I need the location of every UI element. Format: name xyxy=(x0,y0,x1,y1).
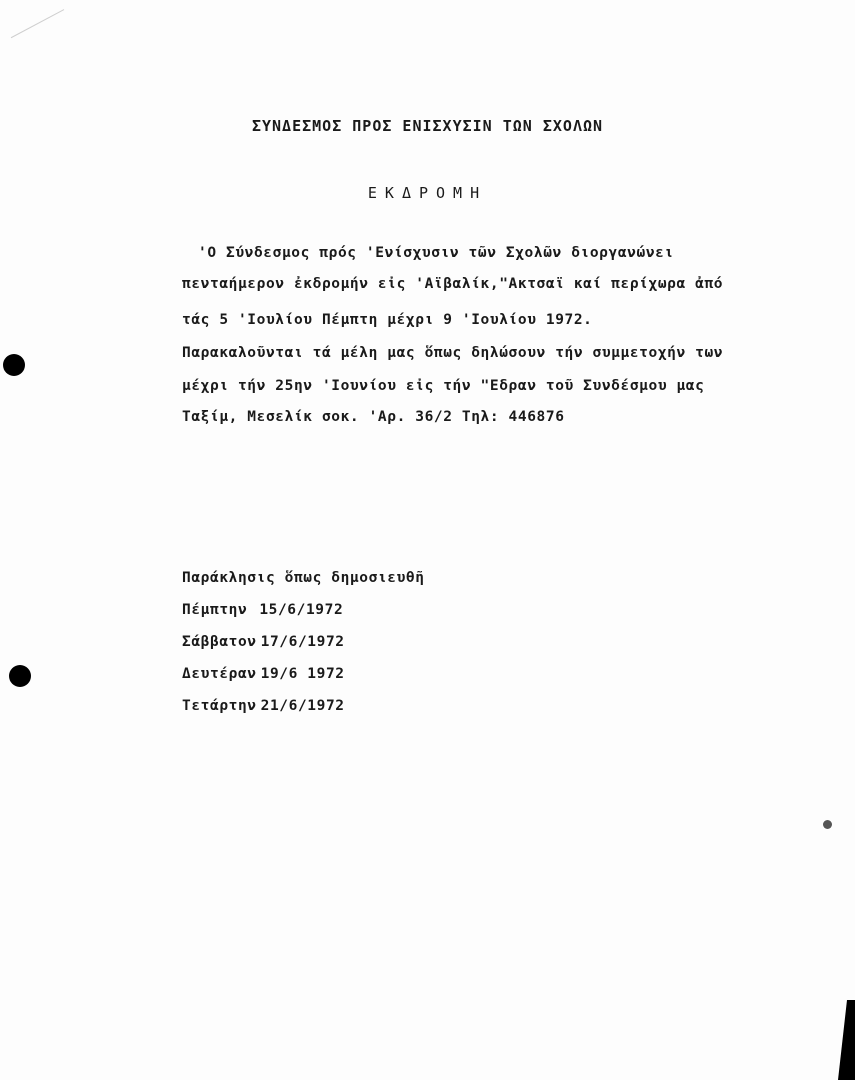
punch-hole xyxy=(3,354,25,376)
publication-date: 19/6 1972 xyxy=(260,666,345,682)
publication-date-row xyxy=(182,666,345,682)
publication-day: Πέμπτην xyxy=(182,602,248,618)
publication-day: Τετάρτην xyxy=(182,698,257,714)
body-line: μέχρι τήν 25ην 'Ιουνίου εἰς τήν "Εδραν τοῦ Συνδέσμου μας xyxy=(182,378,705,394)
punch-hole xyxy=(9,665,31,687)
organization-title: ΣΥΝΔΕΣΜΟΣ ΠΡΟΣ ΕΝΙΣΧΥΣΙΝ ΤΩΝ ΣΧΟΛΩΝ xyxy=(251,117,604,135)
publication-date: 21/6/1972 xyxy=(260,698,345,714)
publication-date-row xyxy=(182,602,343,618)
body-line: 'Ο Σύνδεσμος πρός 'Ενίσχυσιν τῶν Σχολῶν διοργανώνει xyxy=(198,245,674,261)
publication-date: 15/6/1972 xyxy=(259,602,344,618)
publication-day: Δευτέραν xyxy=(182,666,257,682)
publication-day: Σάββατον xyxy=(182,634,257,650)
publication-date-row xyxy=(182,634,345,650)
document-title: ΕΚΔΡΟΜΗ xyxy=(367,184,488,202)
body-line: Ταξίμ, Μεσελίκ σοκ. 'Αρ. 36/2 Τηλ: 446876 xyxy=(182,409,565,425)
publication-date-row xyxy=(182,698,345,714)
body-line: πενταήμερον ἐκδρομήν εἰς 'Αϊβαλίκ,"Ακτσαϊ καί περίχωρα ἀπό xyxy=(182,276,724,292)
scan-edge-mark xyxy=(838,1000,855,1080)
publication-request: Παράκλησις ὅπως δημοσιευθῆ xyxy=(182,570,425,586)
body-line: τάς 5 'Ιουλίου Πέμπτη μέχρι 9 'Ιουλίου 1972. xyxy=(182,312,593,328)
body-line: Παρακαλοῦνται τά μέλη μας ὅπως δηλώσουν τήν συμμετοχήν των xyxy=(182,345,724,361)
corner-fold-line xyxy=(11,9,64,38)
ink-speck xyxy=(823,820,832,829)
publication-date: 17/6/1972 xyxy=(260,634,345,650)
